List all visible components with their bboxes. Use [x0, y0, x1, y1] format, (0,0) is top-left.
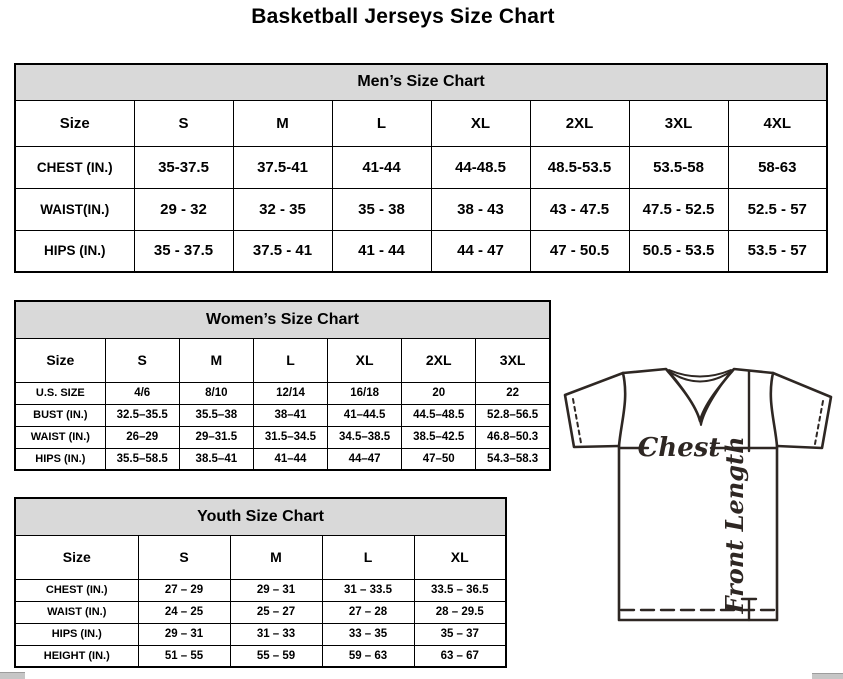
- table-title-row: [15, 301, 550, 338]
- youth-size-chart-table: [14, 497, 507, 668]
- table-row: [15, 382, 550, 404]
- table-cell: 32 - 35: [233, 188, 332, 230]
- row-label: U.S. SIZE: [15, 382, 105, 404]
- table-cell: 12/14: [253, 382, 327, 404]
- row-label: BUST (IN.): [15, 404, 105, 426]
- scrollbar-fragment-left[interactable]: [0, 672, 25, 679]
- column-header: L: [322, 535, 414, 579]
- table-cell: 29–31.5: [179, 426, 253, 448]
- column-header: M: [233, 100, 332, 146]
- scrollbar-fragment-right[interactable]: [812, 673, 843, 679]
- table-cell: 25 – 27: [230, 601, 322, 623]
- column-header: XL: [328, 338, 402, 382]
- table-cell: 34.5–38.5: [328, 426, 402, 448]
- table-cell: 33.5 – 36.5: [414, 579, 506, 601]
- table-cell: 48.5-53.5: [530, 146, 629, 188]
- table-cell: 44-48.5: [431, 146, 530, 188]
- table-title: Men’s Size Chart: [15, 64, 827, 100]
- table-cell: 59 – 63: [322, 645, 414, 667]
- front-length-label: Front Length: [720, 436, 749, 614]
- table-title: Women’s Size Chart: [15, 301, 550, 338]
- column-header: 3XL: [629, 100, 728, 146]
- table-title-row: [15, 498, 506, 535]
- table-cell: 35.5–58.5: [105, 448, 179, 470]
- table-row: [15, 404, 550, 426]
- table-cell: 41-44: [332, 146, 431, 188]
- table-cell: 58-63: [728, 146, 827, 188]
- table-cell: 38 - 43: [431, 188, 530, 230]
- column-header-row: [15, 100, 827, 146]
- table-cell: 41–44.5: [328, 404, 402, 426]
- table-cell: 53.5 - 57: [728, 230, 827, 272]
- column-header: S: [134, 100, 233, 146]
- table-cell: 35 – 37: [414, 623, 506, 645]
- table-row: [15, 623, 506, 645]
- table-cell: 29 – 31: [230, 579, 322, 601]
- table-cell: 41 - 44: [332, 230, 431, 272]
- table-cell: 27 – 28: [322, 601, 414, 623]
- table-cell: 52.5 - 57: [728, 188, 827, 230]
- table-row: [15, 601, 506, 623]
- column-header: Size: [15, 100, 134, 146]
- table-row: [15, 579, 506, 601]
- column-header: XL: [431, 100, 530, 146]
- row-label: CHEST (IN.): [15, 579, 138, 601]
- row-label: CHEST (IN.): [15, 146, 134, 188]
- row-label: HEIGHT (IN.): [15, 645, 138, 667]
- table-cell: 41–44: [253, 448, 327, 470]
- column-header: 3XL: [476, 338, 550, 382]
- jersey-left-sleeve: [565, 373, 623, 447]
- table-row: [15, 448, 550, 470]
- table-cell: 52.8–56.5: [476, 404, 550, 426]
- column-header-row: [15, 535, 506, 579]
- table-cell: 47–50: [402, 448, 476, 470]
- table-cell: 37.5-41: [233, 146, 332, 188]
- column-header-row: [15, 338, 550, 382]
- jersey-right-sleeve: [773, 373, 831, 448]
- table-cell: 16/18: [328, 382, 402, 404]
- table-cell: 38.5–41: [179, 448, 253, 470]
- table-cell: 28 – 29.5: [414, 601, 506, 623]
- table-cell: 47 - 50.5: [530, 230, 629, 272]
- table-cell: 29 - 32: [134, 188, 233, 230]
- table-cell: 31 – 33: [230, 623, 322, 645]
- row-label: WAIST (IN.): [15, 426, 105, 448]
- table-cell: 54.3–58.3: [476, 448, 550, 470]
- chest-label: Chest: [637, 433, 721, 463]
- womens-size-chart-table: [14, 300, 551, 471]
- table-cell: 47.5 - 52.5: [629, 188, 728, 230]
- column-header: 4XL: [728, 100, 827, 146]
- table-cell: 33 – 35: [322, 623, 414, 645]
- table-cell: 43 - 47.5: [530, 188, 629, 230]
- table-cell: 4/6: [105, 382, 179, 404]
- column-header: Size: [15, 535, 138, 579]
- table-cell: 44 - 47: [431, 230, 530, 272]
- table-cell: 35-37.5: [134, 146, 233, 188]
- table-title: Youth Size Chart: [15, 498, 506, 535]
- column-header: 2XL: [402, 338, 476, 382]
- column-header: S: [138, 535, 230, 579]
- table-cell: 50.5 - 53.5: [629, 230, 728, 272]
- table-cell: 38–41: [253, 404, 327, 426]
- table-cell: 46.8–50.3: [476, 426, 550, 448]
- row-label: WAIST (IN.): [15, 601, 138, 623]
- right-cuff-stitch-dashed-line: [815, 401, 823, 444]
- table-cell: 55 – 59: [230, 645, 322, 667]
- column-header: Size: [15, 338, 105, 382]
- table-title-row: [15, 64, 827, 100]
- table-cell: 20: [402, 382, 476, 404]
- table-cell: 8/10: [179, 382, 253, 404]
- left-cuff-stitch-dashed-line: [573, 399, 581, 443]
- table-cell: 35.5–38: [179, 404, 253, 426]
- column-header: M: [179, 338, 253, 382]
- column-header: M: [230, 535, 322, 579]
- table-cell: 27 – 29: [138, 579, 230, 601]
- table-row: [15, 426, 550, 448]
- column-header: 2XL: [530, 100, 629, 146]
- jersey-body-outline: [619, 369, 777, 620]
- table-cell: 26–29: [105, 426, 179, 448]
- column-header: L: [253, 338, 327, 382]
- table-row: [15, 645, 506, 667]
- table-cell: 35 - 38: [332, 188, 431, 230]
- row-label: HIPS (IN.): [15, 623, 138, 645]
- table-cell: 44.5–48.5: [402, 404, 476, 426]
- table-cell: 37.5 - 41: [233, 230, 332, 272]
- table-row: [15, 188, 827, 230]
- table-cell: 31.5–34.5: [253, 426, 327, 448]
- jersey-measurement-diagram: [553, 360, 843, 679]
- table-cell: 31 – 33.5: [322, 579, 414, 601]
- table-row: [15, 146, 827, 188]
- table-cell: 53.5-58: [629, 146, 728, 188]
- row-label: WAIST(IN.): [15, 188, 134, 230]
- column-header: L: [332, 100, 431, 146]
- row-label: HIPS (IN.): [15, 448, 105, 470]
- page-title: Basketball Jerseys Size Chart: [251, 5, 555, 28]
- table-cell: 44–47: [328, 448, 402, 470]
- table-cell: 35 - 37.5: [134, 230, 233, 272]
- table-cell: 29 – 31: [138, 623, 230, 645]
- mens-size-chart-table: [14, 63, 828, 273]
- table-cell: 22: [476, 382, 550, 404]
- table-cell: 32.5–35.5: [105, 404, 179, 426]
- table-cell: 24 – 25: [138, 601, 230, 623]
- table-cell: 51 – 55: [138, 645, 230, 667]
- column-header: XL: [414, 535, 506, 579]
- table-cell: 38.5–42.5: [402, 426, 476, 448]
- table-row: [15, 230, 827, 272]
- row-label: HIPS (IN.): [15, 230, 134, 272]
- column-header: S: [105, 338, 179, 382]
- table-cell: 63 – 67: [414, 645, 506, 667]
